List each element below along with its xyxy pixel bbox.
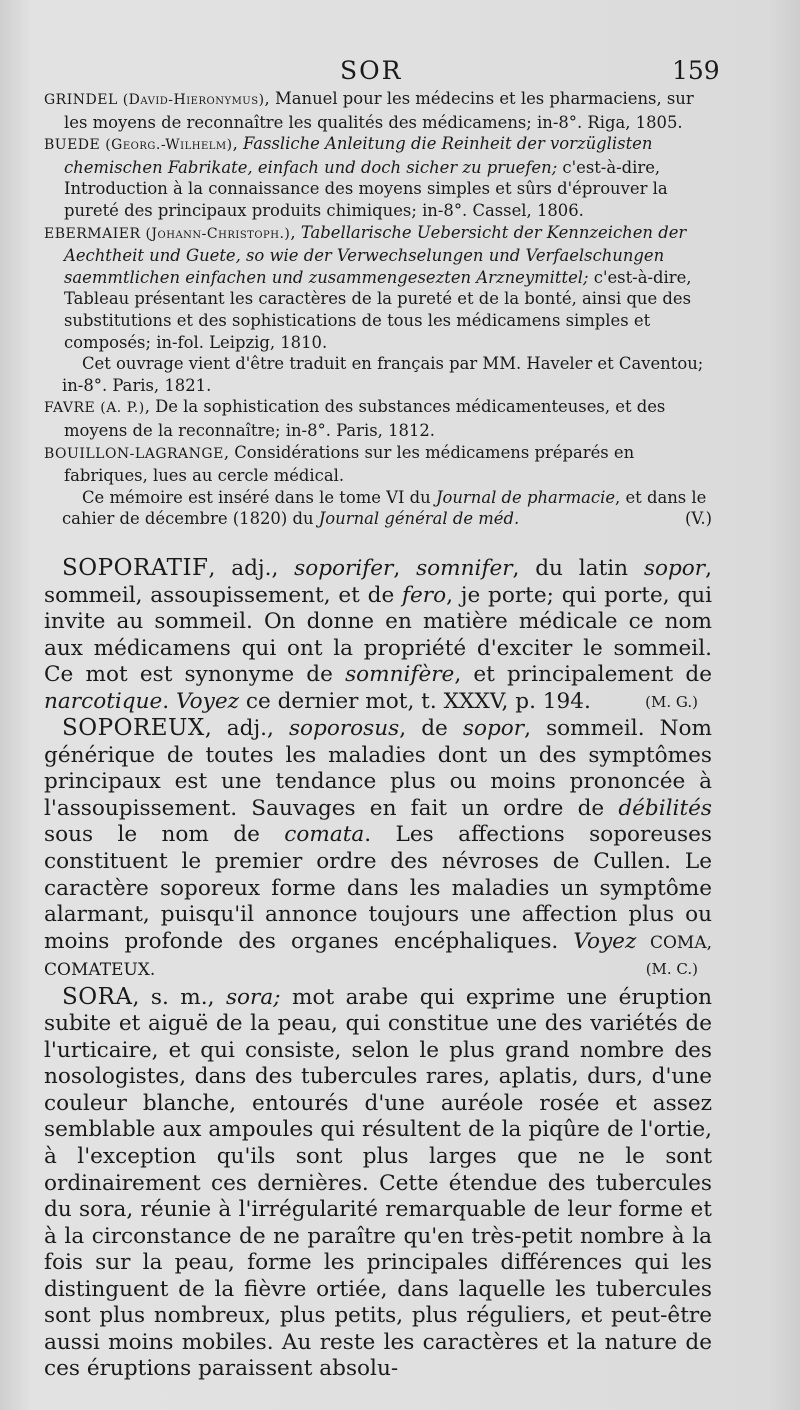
author-signature: (M. C.) [645,960,698,979]
bibliography-entry [44,222,716,354]
dictionary-entry [44,715,712,983]
entry-text: ce dernier mot, t. XXXV, p. 194. [239,688,591,714]
entry-italic-text: fero [402,582,447,608]
page-number: 159 [672,56,720,85]
entry-text: , s. m., [132,984,226,1010]
entry-headword: SORA [62,983,133,1010]
entry-italic-text: sopor [462,716,525,742]
entry-italic-text: soporosus [288,716,400,742]
entry-italic-text: Voyez [176,688,239,714]
dictionary-entry [44,984,712,1383]
bibliography-title: Fassliche Anleitung die Reinheit der vorzüglisten chemischen Fabrikate, einfach und doch sicher zu pruefen; [64,134,653,177]
bibliography-entry [44,133,716,221]
author-signature: (V.) [685,509,712,529]
entry-text: , je porte; qui porte, qui invite au sommeil. On donne en matière médicale ce nom aux médicamens qui ont la propriété d'exciter le sommeil. Ce mot est synonyme de [44,582,713,688]
entry-text: , sommeil, assoupissement, et de [44,556,712,608]
bibliography-entry [44,442,716,487]
entry-italic-text: somnifer [416,556,513,581]
entry-text: , et principalement de [454,662,712,688]
entry-text: , adj., [204,716,289,742]
entry-text: , du latin [512,556,644,581]
entry-italic-text: sora; [225,984,281,1010]
entry-italic-text: comata [284,822,365,848]
entry-text: . Les affections soporeuses constituent le premier ordre des névroses de Cullen. Le caractère soporeux forme dans les maladies un symptôme alarmant, puisqu'il annonce toujours une affection plus ou moins profonde des organes encéphaliques. [44,822,712,954]
running-title: SOR [340,56,403,85]
entry-italic-text: somnifère [345,662,455,688]
entry-headword: SOPOREUX [62,715,205,742]
entry-text: , sommeil. Nom générique de toutes les maladies dont un des symptômes principaux est une tendance plus ou moins prononcée à l'assoupissement. Sauvages en fait un ordre de [44,716,712,821]
bibliography-title: Journal de pharmacie [435,487,616,507]
entry-text: , [393,556,417,581]
author-signature: (M. G.) [645,692,698,711]
entry-italic-text: débilités [618,795,712,821]
entry-text: , adj., [208,556,295,581]
dictionary-entries [44,555,712,1383]
entry-text: mot arabe qui exprime une éruption subite et aiguë de la peau, qui constitue une des variétés de l'urticaire, et qui consiste, selon le plus grand nombre des nosologistes, dans des tubercules rares, aplatis, durs, d'une couleur blanche, entourés d'une auréole rosée et assez semblable aux ampoules qui résultent de la piqûre de l'ortie, à l'exception qu'ils sont plus larges que ne le sont ordinairement ces dernières. Cette étendue des tubercules du sora, réunie à l'irrégularité remarquable de leur forme et à la circonstance de ne paraître qu'en très-petit nombre à la fois sur la peau, forme les principales différences qui les distinguent de la fièvre ortiée, dans laquelle les tubercules sont plus nombreux, plus petits, plus réguliers, et peut-être aussi moins mobiles. Au reste les caractères et la nature de ces éruptions paraissent absolu- [44,984,712,1382]
bibliography-text: , [232,134,244,154]
entry-text: , de [399,716,463,742]
bibliography-text: c'est-à-dire, Tableau présentant les caractères de la pureté et de la bonté, ainsi que des substitutions et des sophistications de tous les médicamens simples et composés; in-fol. Leipzig, 1810. [64,267,692,352]
bibliography-note [62,353,716,396]
bibliography-text: , et dans le cahier de décembre (1820) du [62,487,707,529]
bibliography-author: FAVRE (A. P.) [44,400,145,417]
bibliography-text: Cet ouvrage vient d'être traduit en français par MM. Haveler et Caventou; in-8°. Paris, 1821. [62,354,704,395]
entry-text: sous le nom de [44,822,285,848]
bibliography-title: Tabellarische Uebersicht der Kennzeichen der Aechtheit und Guete, so wie der Verwechselungen und Verfaelschungen saemmtlichen einfachen und zusammengesezten Arzneymittel; [64,222,687,287]
entry-italic-text: narcotique [44,688,163,714]
bibliography-author: BUEDE (Georg.-Wilhelm) [44,137,233,154]
entry-italic-text: Voyez [573,928,637,954]
entry-italic-text: sopor [643,556,706,581]
entry-headword: SOPORATIF [62,555,209,581]
page-header [0,56,800,86]
bibliography-entry [44,396,716,441]
bibliography-text: , De la sophistication des substances médicamenteuses, et des moyens de la reconnaître; in-8°. Paris, 1812. [64,397,666,440]
bibliography-author: EBERMAIER (Johann-Christoph.) [44,225,291,242]
dictionary-entry [44,555,712,715]
bibliography-title: Journal général de méd. [318,509,520,529]
bibliography-text: , Considérations sur les médicamens préparés en fabriques, lues au cercle médical. [64,442,635,486]
bibliography-text: , [290,222,301,242]
entry-text: . [162,688,177,714]
bibliography-section [44,88,716,530]
entry-text: COMA, COMATEUX. [44,932,713,981]
bibliography-text: c'est-à-dire, Introduction à la connaissance des moyens simples et sûrs d'éprouver la pureté des principaux produits chimiques; in-8°. Cassel, 1806. [64,157,668,220]
bibliography-text: , Manuel pour les médecins et les pharmaciens, sur les moyens de reconnaître les qualités des médicamens; in-8°. Riga, 1805. [64,89,694,132]
bibliography-author: BOUILLON-LAGRANGE [44,445,224,462]
bibliography-entry [44,88,716,133]
entry-italic-text: soporifer [294,556,394,581]
bibliography-text: Ce mémoire est inséré dans le tome VI du [82,487,436,507]
bibliography-author: GRINDEL (David-Hieronymus) [44,92,265,108]
bibliography-note [62,487,716,530]
